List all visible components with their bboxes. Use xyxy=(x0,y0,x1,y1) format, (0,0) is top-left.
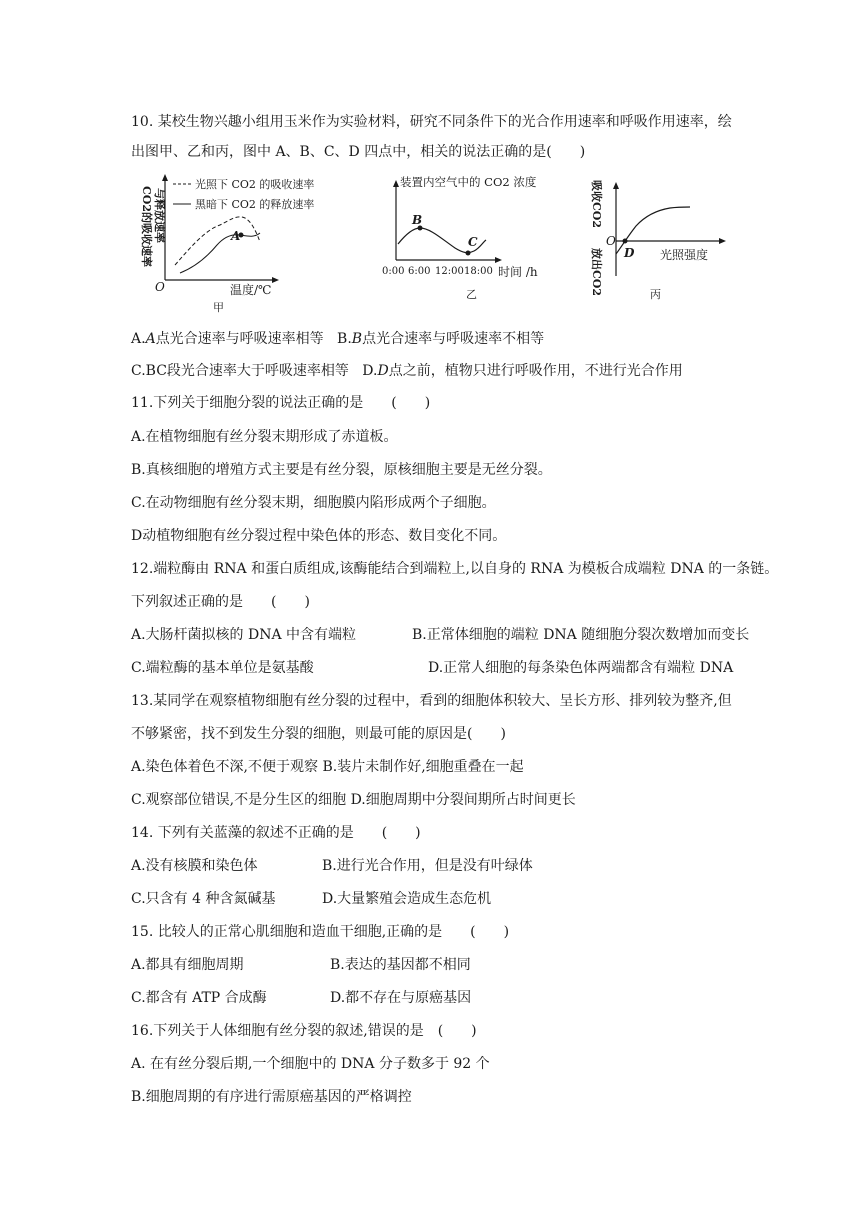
bing-x-arrow xyxy=(719,238,726,244)
point-b-label: B xyxy=(412,213,423,227)
q14-option-a: A.没有核膜和染色体 xyxy=(131,858,258,874)
q11-stem: 11.下列关于细胞分裂的说法正确的是 ( ) xyxy=(131,395,431,411)
jia-x-arrow xyxy=(272,277,279,283)
point-a-label: A xyxy=(231,229,241,243)
q10-option-a-prefix: A. xyxy=(131,331,146,347)
q10-option-b-prefix: B. xyxy=(337,331,352,347)
q14-option-b: B.进行光合作用，但是没有叶绿体 xyxy=(322,858,533,874)
q16-option-a: A. 在有丝分裂后期,一个细胞中的 DNA 分子数多于 92 个 xyxy=(131,1056,490,1072)
q10-option-d-point: D xyxy=(377,363,389,379)
bing-y-arrow xyxy=(613,182,619,189)
q12-option-c: C.端粒酶的基本单位是氨基酸 xyxy=(131,660,314,676)
q12-option-d: D.正常人细胞的每条染色体两端都含有端粒 DNA xyxy=(428,660,734,676)
q10-option-d-prefix: D. xyxy=(362,363,378,379)
yi-tick-0: 0:00 xyxy=(382,266,405,277)
jia-y-arrow xyxy=(162,174,168,181)
figure-jia xyxy=(125,170,365,320)
q12-option-a: A.大肠杆菌拟核的 DNA 中含有端粒 xyxy=(131,627,357,643)
q13-options-cd: C.观察部位错误,不是分生区的细胞 D.细胞周期中分裂间期所占时间更长 xyxy=(131,792,576,808)
yi-tick-6: 6:00 xyxy=(408,266,431,277)
point-c-label: C xyxy=(468,235,478,249)
light-co2-uptake-curve xyxy=(175,217,260,265)
bing-xlabel: 光照强度 xyxy=(660,248,709,262)
figure-bing xyxy=(590,170,760,320)
jia-xlabel: 温度/℃ xyxy=(230,283,272,297)
jia-ylabel xyxy=(140,186,167,267)
yi-y-arrow xyxy=(393,180,399,187)
q16-stem: 16.下列关于人体细胞有丝分裂的叙述,错误的是 ( ) xyxy=(131,1023,477,1039)
yi-tick-12: 12:00 xyxy=(435,266,464,277)
q11-option-c: C.在动物细胞有丝分裂末期，细胞膜内陷形成两个子细胞。 xyxy=(131,495,496,511)
q10-option-d-text: 点之前，植物只进行呼吸作用，不进行光合作用 xyxy=(388,363,683,379)
q10-stem-line1: 10. 某校生物兴趣小组用玉米作为实验材料，研究不同条件下的光合作用速率和呼吸作用速率，绘 xyxy=(131,114,732,130)
yi-x-arrow xyxy=(495,257,502,263)
q15-stem: 15. 比较人的正常心肌细胞和造血干细胞,正确的是 ( ) xyxy=(131,924,510,940)
q12-stem-line2: 下列叙述正确的是 ( ) xyxy=(131,594,310,610)
jia-origin: O xyxy=(155,280,165,294)
bing-caption: 丙 xyxy=(650,288,661,301)
q10-option-a-point: A xyxy=(145,331,156,347)
bing-ylabel-top: 吸收CO2 xyxy=(590,180,603,228)
bing-ylabel-bottom: 放出CO2 xyxy=(590,248,603,296)
q10-option-b xyxy=(337,331,544,347)
q11-option-a: A.在植物细胞有丝分裂末期形成了赤道板。 xyxy=(131,429,398,445)
q14-option-c: C.只含有 4 种含氮碱基 xyxy=(131,891,276,907)
q14-stem: 14. 下列有关蓝藻的叙述不正确的是 ( ) xyxy=(131,825,421,841)
q10-option-c: C.BC段光合速率大于呼吸速率相等 xyxy=(131,363,349,379)
figure-yi xyxy=(380,170,560,320)
q15-option-b: B.表达的基因都不相同 xyxy=(330,957,471,973)
jia-ylabel-line2: 与释放速率 xyxy=(153,188,166,243)
point-d-label: D xyxy=(624,246,635,260)
legend-dashed-label: 光照下 CO2 的吸收速率 xyxy=(195,178,315,191)
legend-solid-label: 黑暗下 CO2 的释放速率 xyxy=(195,198,315,211)
q10-option-a xyxy=(131,331,324,347)
q15-option-a: A.都具有细胞周期 xyxy=(131,957,244,973)
q10-option-a-text: 点光合速率与呼吸速率相等 xyxy=(155,331,324,347)
q12-option-b: B.正常体细胞的端粒 DNA 随细胞分裂次数增加而变长 xyxy=(412,627,750,643)
q10-options-ab xyxy=(131,329,544,349)
point-d-marker xyxy=(623,239,628,244)
yi-caption: 乙 xyxy=(466,288,477,301)
q15-option-d: D.都不存在与原癌基因 xyxy=(330,990,472,1006)
q10-option-b-text: 点光合速率与呼吸速率不相等 xyxy=(362,331,545,347)
q11-option-d: D动植物细胞有丝分裂过程中染色体的形态、数目变化不同。 xyxy=(131,528,507,544)
jia-ylabel-line1: CO2的吸收速率 xyxy=(140,186,153,267)
q13-options-ab: A.染色体着色不深,不便于观察 B.装片未制作好,细胞重叠在一起 xyxy=(131,759,524,775)
q14-option-d: D.大量繁殖会造成生态危机 xyxy=(322,891,492,907)
dark-co2-release-curve xyxy=(180,233,260,273)
q16-option-b: B.细胞周期的有序进行需原癌基因的严格调控 xyxy=(131,1089,412,1105)
yi-tick-18: 18:00 xyxy=(464,266,493,277)
q15-option-c: C.都含有 ATP 合成酶 xyxy=(131,990,267,1006)
q10-option-b-point: B xyxy=(351,331,363,347)
q13-stem-line1: 13.某同学在观察植物细胞有丝分裂的过程中，看到的细胞体积较大、呈长方形、排列较为整齐,但 xyxy=(131,693,732,709)
yi-xlabel: 时间 /h xyxy=(498,265,538,279)
q10-stem-line2: 出图甲、乙和丙，图中 A、B、C、D 四点中，相关的说法正确的是( ) xyxy=(131,144,586,160)
q10-option-d xyxy=(362,363,682,379)
bing-origin: O xyxy=(606,234,616,248)
point-c-marker xyxy=(466,251,471,256)
q10-options-cd xyxy=(131,361,683,381)
q11-option-b: B.真核细胞的增殖方式主要是有丝分裂，原核细胞主要是无丝分裂。 xyxy=(131,462,552,478)
q13-stem-line2: 不够紧密，找不到发生分裂的细胞，则最可能的原因是( ) xyxy=(131,726,506,742)
yi-title: 装置内空气中的 CO2 浓度 xyxy=(400,175,537,189)
jia-caption: 甲 xyxy=(213,301,224,314)
q12-stem-line1: 12.端粒酶由 RNA 和蛋白质组成,该酶能结合到端粒上,以自身的 RNA 为模板合成端粒 DNA 的一条链。 xyxy=(131,561,779,577)
